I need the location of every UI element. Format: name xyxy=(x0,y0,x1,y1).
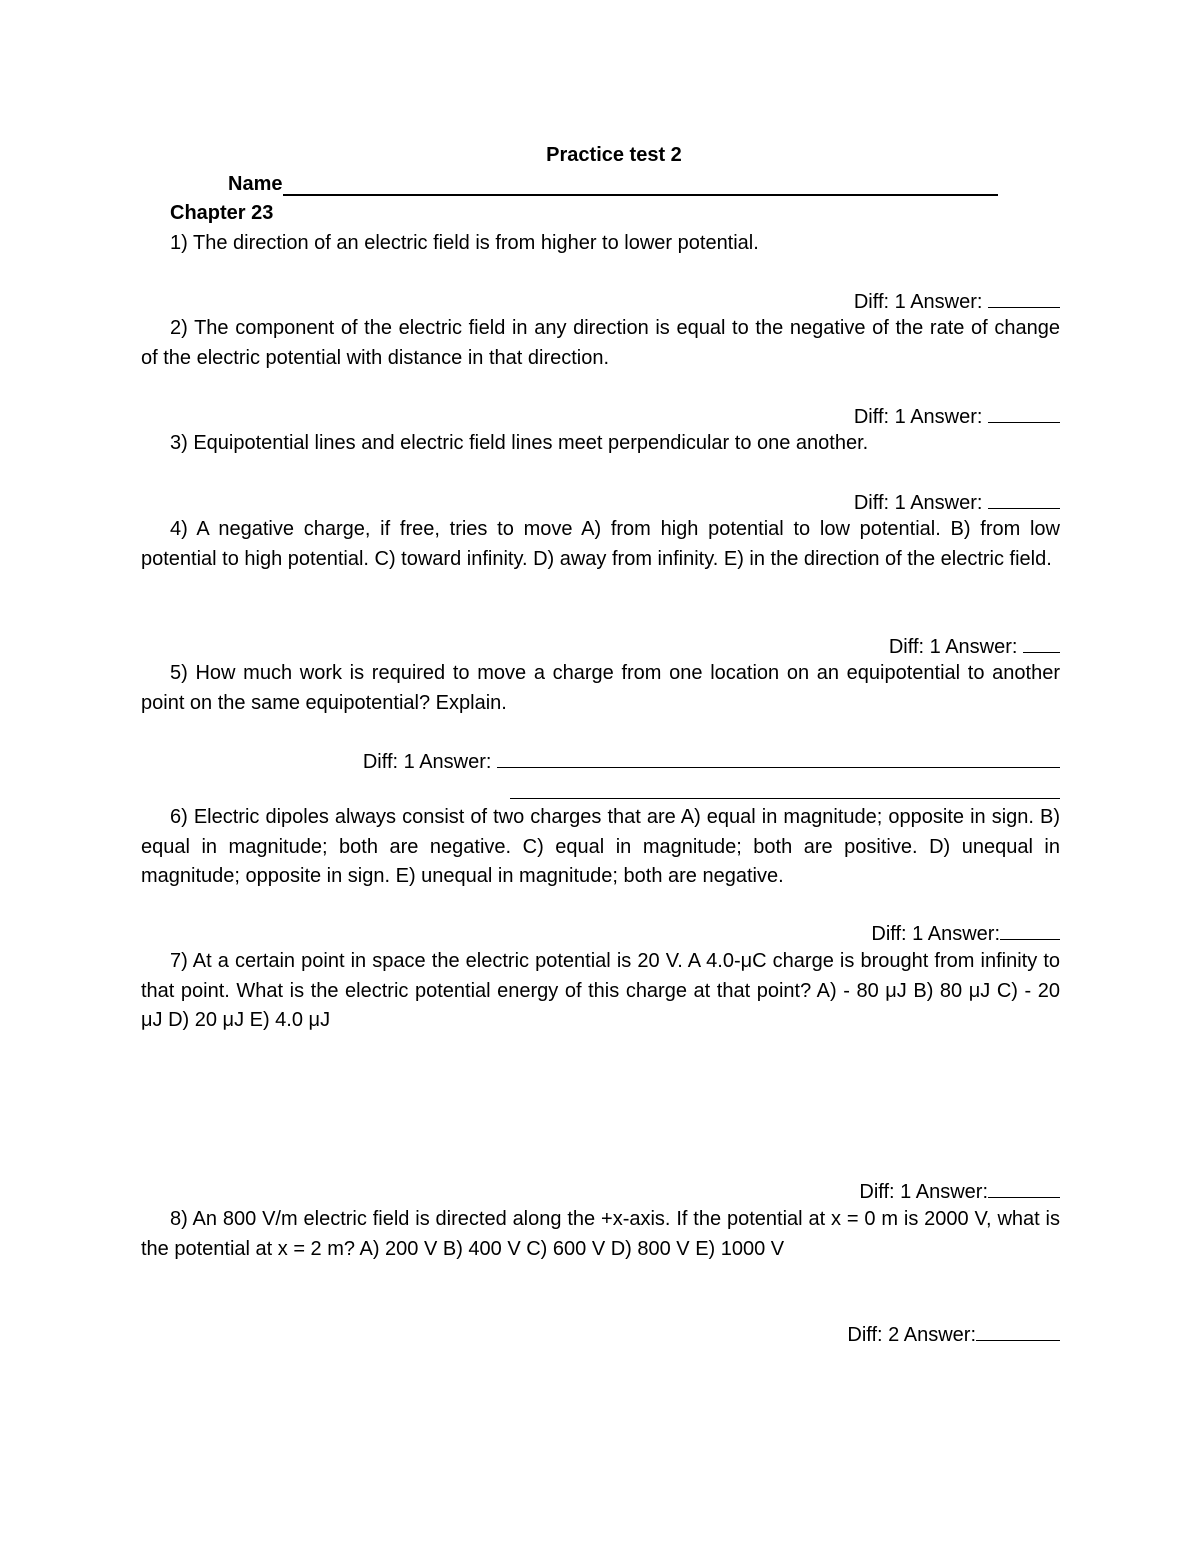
diff-label: Diff: 1 Answer: xyxy=(853,492,988,514)
diff-label: Diff: 1 Answer: xyxy=(362,751,497,773)
question-3-diff xyxy=(854,488,1060,515)
chapter-heading: Chapter 23 xyxy=(170,202,274,224)
name-blank-line[interactable] xyxy=(283,172,998,196)
question-8-diff xyxy=(847,1320,1060,1347)
question-1: 1) The direction of an electric field is from higher to lower potential. xyxy=(170,232,759,254)
question-5: 5) How much work is required to move a charge from one location on an equipotential to another point on the same equipotential? Explain. xyxy=(141,662,1060,714)
question-6: 6) Electric dipoles always consist of two charges that are A) equal in magnitude; opposite in sign. B) equal in magnitude; both are negative. C) equal in magnitude; both are positive. D) unequal in magnitude; opposite in sign. E) unequal in magnitude; both are negative. xyxy=(141,806,1060,887)
question-5-diff xyxy=(363,747,1060,774)
diff-label: Diff: 1 Answer: xyxy=(859,1181,988,1203)
answer-blank[interactable] xyxy=(497,747,1060,768)
answer-continuation-line[interactable] xyxy=(510,798,1060,799)
diff-label: Diff: 1 Answer: xyxy=(853,406,988,428)
answer-blank[interactable] xyxy=(988,287,1060,308)
answer-blank[interactable] xyxy=(1000,919,1060,940)
diff-label: Diff: 2 Answer: xyxy=(847,1324,976,1346)
answer-blank[interactable] xyxy=(976,1320,1060,1341)
answer-blank[interactable] xyxy=(988,402,1060,423)
question-6-diff xyxy=(871,919,1060,946)
question-1-diff xyxy=(854,287,1060,314)
answer-blank[interactable] xyxy=(1023,632,1060,653)
diff-label: Diff: 1 Answer: xyxy=(888,636,1023,658)
question-4-diff xyxy=(889,632,1060,659)
answer-blank[interactable] xyxy=(988,488,1060,509)
diff-label: Diff: 1 Answer: xyxy=(871,923,1000,945)
question-7-diff xyxy=(859,1177,1060,1204)
page-title: Practice test 2 xyxy=(546,144,682,166)
answer-blank[interactable] xyxy=(988,1177,1060,1198)
name-label: Name xyxy=(228,173,283,195)
question-2-diff xyxy=(854,402,1060,429)
diff-label: Diff: 1 Answer: xyxy=(853,291,988,313)
question-8: 8) An 800 V/m electric field is directed along the +x-axis. If the potential at x = 0 m is 2000 V, what is the potential at x = 2 m? A) 200 V B) 400 V C) 600 V D) 800 V E) 1000 V xyxy=(141,1208,1060,1260)
question-3: 3) Equipotential lines and electric field lines meet perpendicular to one another. xyxy=(170,432,869,454)
question-2: 2) The component of the electric field in any direction is equal to the negative of the rate of change of the electric potential with distance in that direction. xyxy=(141,317,1060,369)
question-4: 4) A negative charge, if free, tries to move A) from high potential to low potential. B) from low potential to high potential. C) toward infinity. D) away from infinity. E) in the direction of the electric field. xyxy=(141,518,1060,570)
question-7: 7) At a certain point in space the electric potential is 20 V. A 4.0-μC charge is brought from infinity to that point. What is the electric potential energy of this charge at that point? A) - 80 μJ B) 80 μJ C) - 20 μJ D) 20 μJ E) 4.0 μJ xyxy=(141,950,1060,1031)
name-field-row xyxy=(228,172,998,196)
